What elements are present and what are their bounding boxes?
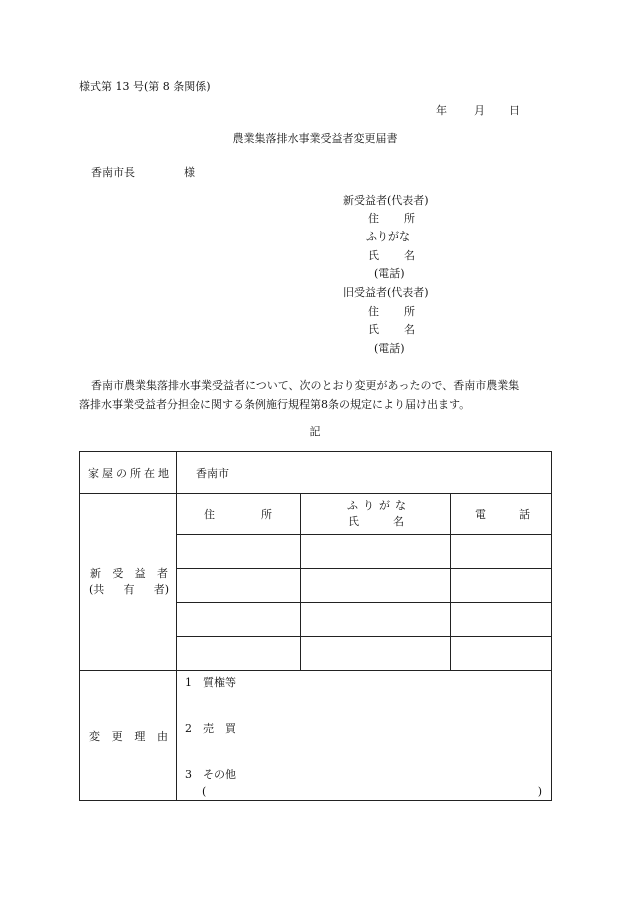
- reason-label-cell: [80, 671, 177, 801]
- date-day: 日: [509, 104, 520, 117]
- location-row: [80, 452, 552, 494]
- location-label-cell: 家 屋 の 所 在 地: [80, 452, 177, 494]
- name-header: 氏 名: [348, 515, 404, 528]
- addressee-honorific: 様: [184, 166, 195, 179]
- furigana-header: ふ り が な: [347, 499, 406, 512]
- document-title: 農業集落排水事業受益者変更届書: [232, 132, 398, 145]
- change-notification-table: [79, 451, 552, 801]
- reason-option-3[interactable]: 3 その他: [185, 768, 236, 781]
- address-cell[interactable]: [177, 569, 301, 603]
- location-value-cell[interactable]: [177, 452, 552, 494]
- old-beneficiary-heading: 旧受益者(代表者): [343, 286, 429, 299]
- phone-cell[interactable]: [451, 637, 552, 671]
- phone-cell[interactable]: [451, 535, 552, 569]
- new-beneficiary-header-row: [80, 494, 552, 535]
- old-address-label: 住 所: [368, 305, 415, 318]
- body-text-line-2: 落排水事業受益者分担金に関する条例施行規程第8条の規定により届け出ます。: [79, 398, 471, 411]
- new-beneficiary-label: 新 受 益 者: [90, 567, 168, 580]
- body-text-line-1: 香南市農業集落排水事業受益者について、次のとおり変更があったので、香南市農業集: [91, 379, 520, 392]
- address-cell[interactable]: [177, 535, 301, 569]
- reason-option-2[interactable]: 2 売 買: [185, 722, 236, 735]
- column-header-furigana-name: [301, 494, 451, 535]
- furigana-name-cell[interactable]: [301, 637, 451, 671]
- new-address-label: 住 所: [368, 212, 415, 225]
- old-phone-label: (電話): [374, 342, 405, 355]
- furigana-name-cell[interactable]: [301, 535, 451, 569]
- new-furigana-label: ふりがな: [366, 230, 410, 243]
- new-name-label: 氏 名: [368, 249, 415, 262]
- date-month: 月: [474, 104, 485, 117]
- addressee: 香南市長: [91, 166, 135, 179]
- ki-heading: 記: [309, 425, 321, 438]
- column-header-address: 住 所: [177, 494, 301, 535]
- reason-options-cell[interactable]: [177, 671, 552, 801]
- address-cell[interactable]: [177, 603, 301, 637]
- reason-option-1[interactable]: 1 質権等: [185, 676, 236, 689]
- phone-cell[interactable]: [451, 569, 552, 603]
- address-cell[interactable]: [177, 637, 301, 671]
- furigana-name-cell[interactable]: [301, 569, 451, 603]
- phone-cell[interactable]: [451, 603, 552, 637]
- column-header-phone: 電 話: [451, 494, 552, 535]
- form-number: 様式第 13 号(第 8 条関係): [79, 80, 211, 93]
- location-value: 香南市: [196, 466, 229, 480]
- new-beneficiary-label-cell: [80, 494, 177, 671]
- other-reason-field[interactable]: ( ): [202, 785, 542, 798]
- furigana-name-cell[interactable]: [301, 603, 451, 637]
- co-owner-label: (共 有 者): [89, 583, 169, 596]
- old-name-label: 氏 名: [368, 323, 415, 336]
- new-beneficiary-heading: 新受益者(代表者): [343, 194, 429, 207]
- reason-row: [80, 671, 552, 801]
- reason-label: 変 更 理 由: [89, 729, 168, 743]
- new-phone-label: (電話): [374, 267, 405, 280]
- date-year: 年: [436, 104, 447, 117]
